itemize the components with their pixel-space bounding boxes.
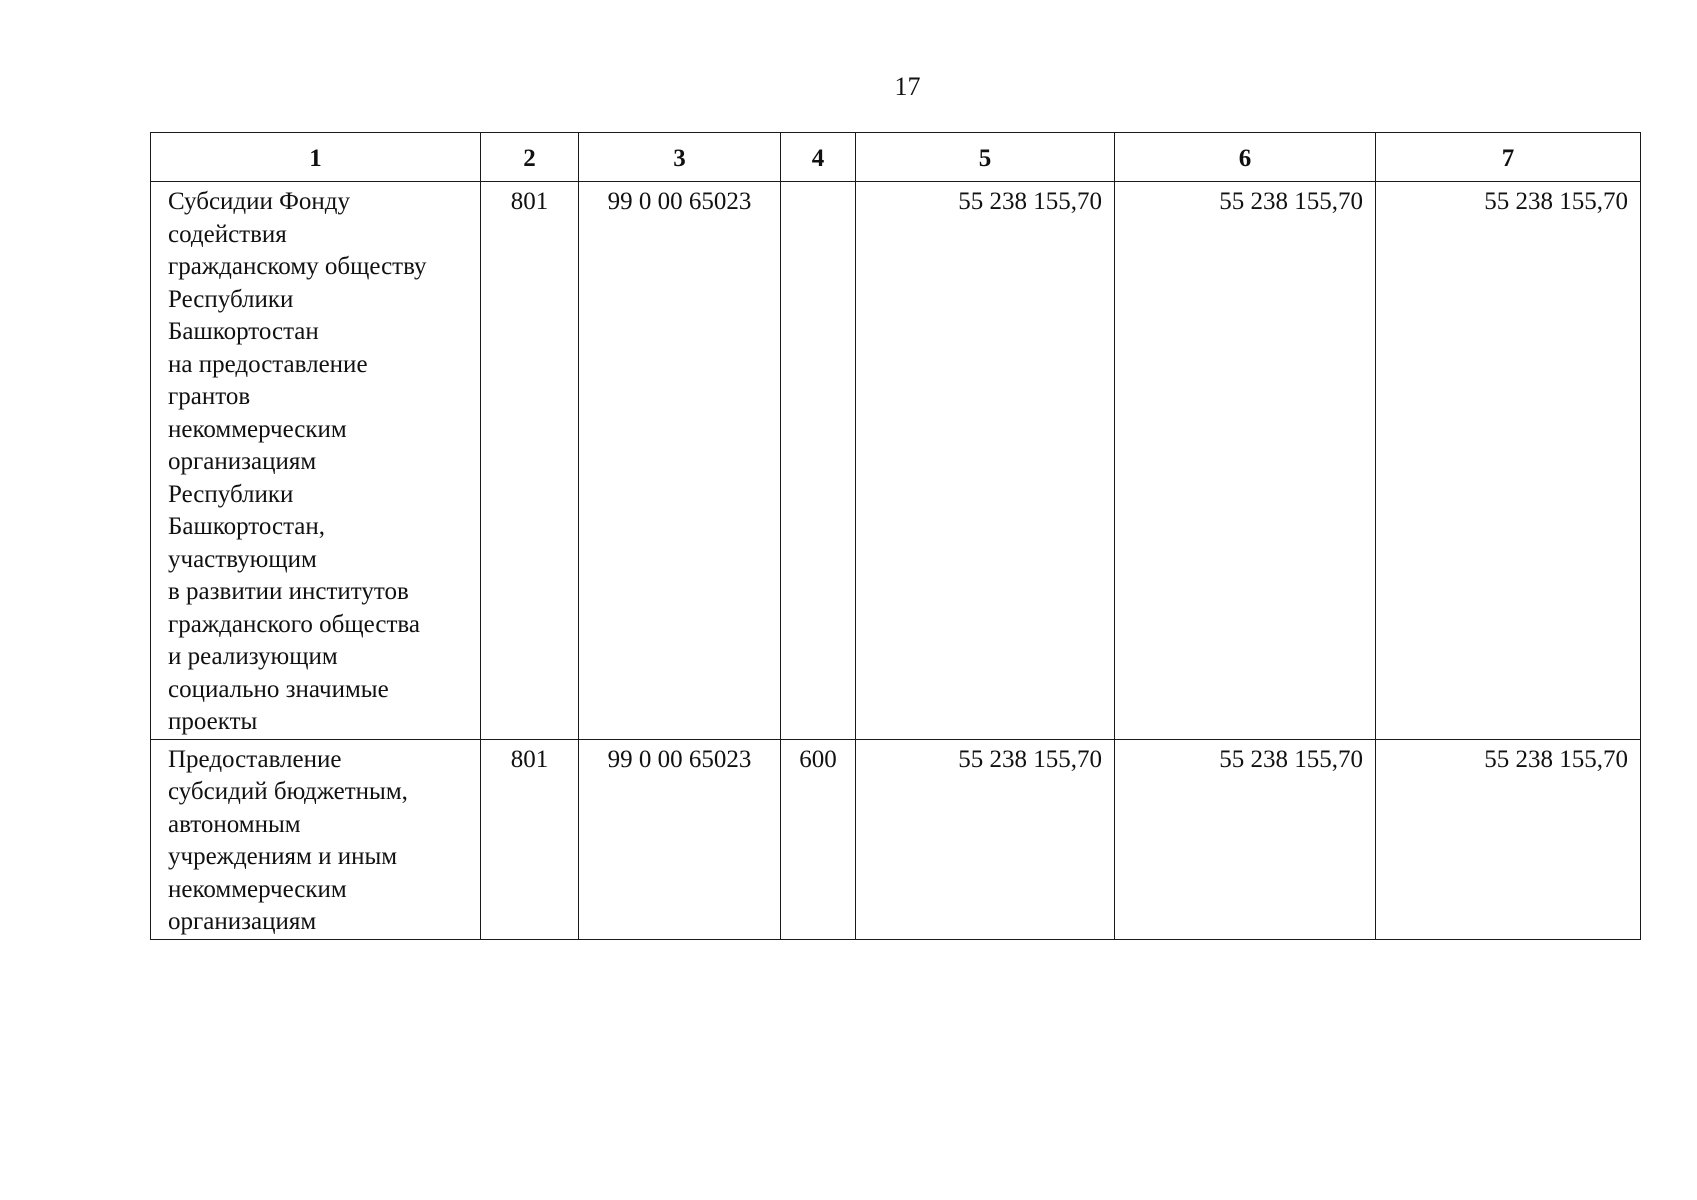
description-line: грантов [168, 383, 251, 410]
cell-col6: 55 238 155,70 [1115, 739, 1376, 939]
description-line: организациям [168, 908, 317, 935]
description-line: гражданского общества [168, 610, 420, 638]
row-description [151, 739, 481, 939]
description-line: Республики [168, 480, 294, 508]
cell-col4 [781, 182, 856, 740]
description-line: на предоставление [168, 350, 368, 378]
description-line: некоммерческим [168, 415, 347, 443]
description-line: проекты [168, 708, 258, 735]
description-line: Предоставление [168, 745, 342, 773]
column-header-6: 6 [1115, 133, 1376, 182]
description-line: учреждениям и иным [168, 843, 398, 870]
description-line: участвующим [168, 545, 317, 573]
description-line: некоммерческим [168, 875, 347, 903]
description-line: Башкортостан, [168, 513, 326, 540]
description-line: в развитии институтов [168, 578, 409, 605]
cell-col5: 55 238 155,70 [856, 182, 1115, 740]
description-line: содействия [168, 220, 287, 248]
column-header-2: 2 [481, 133, 579, 182]
cell-col7: 55 238 155,70 [1376, 739, 1641, 939]
row-description [151, 182, 481, 740]
description-line: гражданскому обществу [168, 253, 427, 280]
cell-col6: 55 238 155,70 [1115, 182, 1376, 740]
table-header-row [151, 133, 1641, 182]
cell-col3: 99 0 00 65023 [579, 182, 781, 740]
description-line: Субсидии Фонду [168, 188, 350, 215]
table-row [151, 739, 1641, 939]
cell-col2: 801 [481, 739, 579, 939]
budget-table [150, 132, 1641, 940]
description-line: автономным [168, 810, 301, 838]
description-line: Башкортостан [168, 318, 319, 345]
column-header-7: 7 [1376, 133, 1641, 182]
column-header-3: 3 [579, 133, 781, 182]
cell-col4: 600 [781, 739, 856, 939]
description-line: Республики [168, 285, 294, 313]
description-line: субсидий бюджетным, [168, 778, 408, 805]
description-line: организациям [168, 448, 317, 475]
cell-col3: 99 0 00 65023 [579, 739, 781, 939]
table-row [151, 182, 1641, 740]
page-number: 17 [894, 72, 921, 101]
column-header-5: 5 [856, 133, 1115, 182]
cell-col2: 801 [481, 182, 579, 740]
description-line: социально значимые [168, 675, 389, 703]
cell-col7: 55 238 155,70 [1376, 182, 1641, 740]
description-line: и реализующим [168, 643, 338, 670]
cell-col5: 55 238 155,70 [856, 739, 1115, 939]
column-header-1: 1 [151, 133, 481, 182]
column-header-4: 4 [781, 133, 856, 182]
